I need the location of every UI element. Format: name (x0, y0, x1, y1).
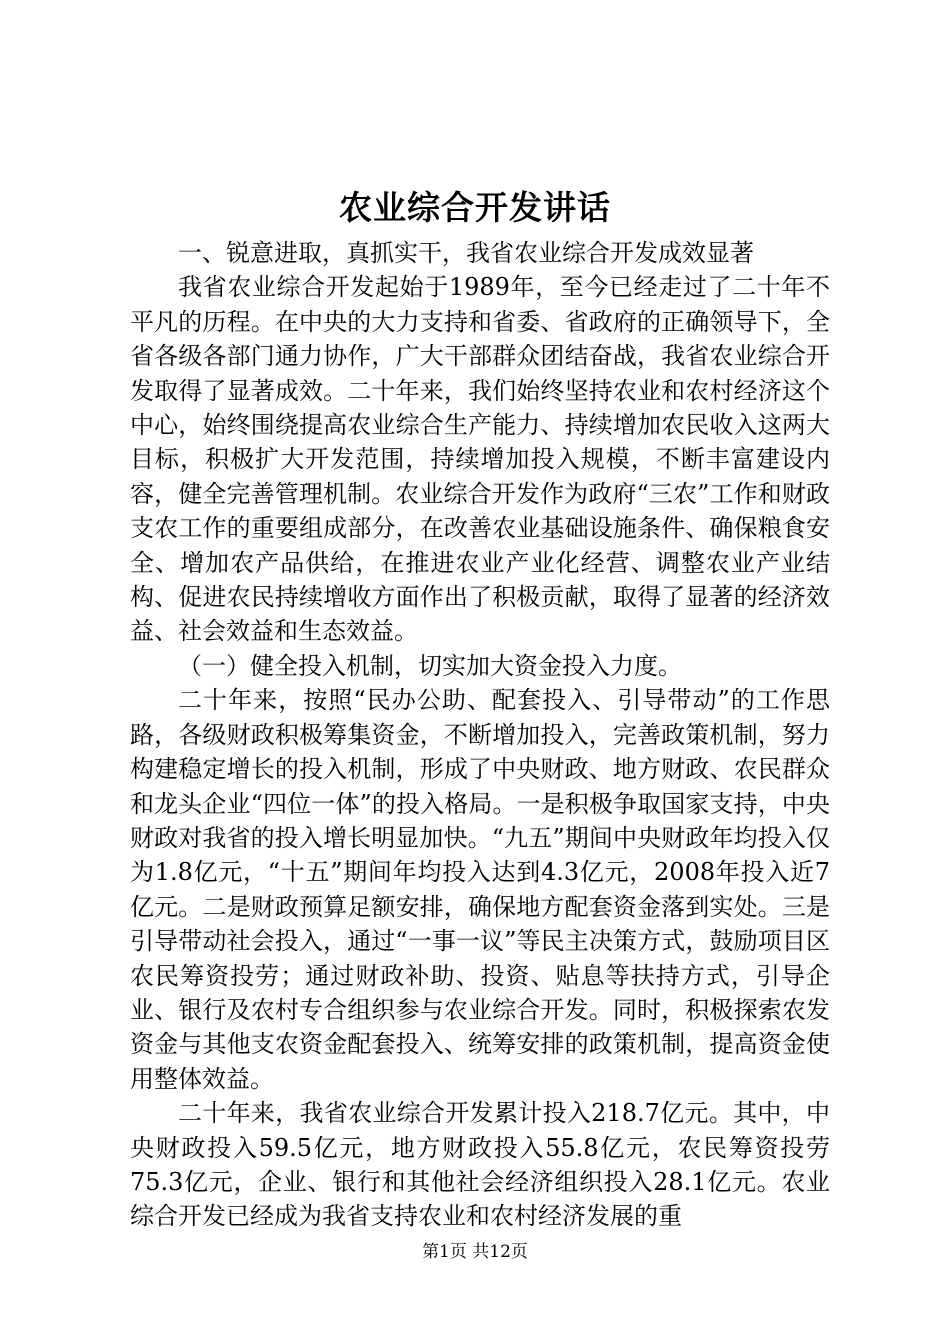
body-paragraph: 二十年来，按照“民办公助、配套投入、引导带动”的工作思路，各级财政积极筹集资金，不断增加投入，完善政策机制，努力构建稳定增长的投入机制，形成了中央财政、地方财政、农民群众和龙头企业“四位一体”的投入格局。一是积极争取国家支持，中央财政对我省的投入增长明显加快。“九五”期间中央财政年均投入仅为1.8亿元，“十五”期间年均投入达到4.3亿元，2008年投入近7亿元。二是财政预算足额安排，确保地方配套资金落到实处。三是引导带动社会投入，通过“一事一议”等民主决策方式，鼓励项目区农民筹资投劳；通过财政补助、投资、贴息等扶持方式，引导企业、银行及农村专合组织参与农业综合开发。同时，积极探索农发资金与其他支农资金配套投入、统筹安排的政策机制，提高资金使用整体效益。 (130, 686, 830, 1093)
subsection-heading: （一）健全投入机制，切实加大资金投入力度。 (178, 651, 682, 680)
document-body (130, 236, 830, 1234)
body-paragraph: 二十年来，我省农业综合开发累计投入218.7亿元。其中，中央财政投入59.5亿元，地方财政投入55.8亿元，农民筹资投劳75.3亿元，企业、银行和其他社会经济组织投入28.1亿元。农业综合开发已经成为我省支持农业和农村经济发展的重 (130, 1099, 830, 1231)
section-heading: 一、锐意进取，真抓实干，我省农业综合开发成效显著 (178, 239, 754, 267)
document-title: 农业综合开发讲话 (339, 188, 611, 227)
body-paragraph: 我省农业综合开发起始于1989年，至今已经走过了二十年不平凡的历程。在中央的大力支持和省委、省政府的正确领导下，全省各级各部门通力协作，广大干部群众团结奋战，我省农业综合开发取得了显著成效。二十年来，我们始终坚持农业和农村经济这个中心，始终围绕提高农业综合生产能力、持续增加农民收入这两大目标，积极扩大开发范围，持续增加投入规模，不断丰富建设内容，健全完善管理机制。农业综合开发作为政府“三农”工作和财政支农工作的重要组成部分，在改善农业基础设施条件、确保粮食安全、增加农产品供给，在推进农业产业化经营、调整农业产业结构、促进农民持续增收方面作出了积极贡献，取得了显著的经济效益、社会效益和生态效益。 (130, 273, 830, 646)
page-footer: 第1页 共12页 (422, 1242, 528, 1262)
